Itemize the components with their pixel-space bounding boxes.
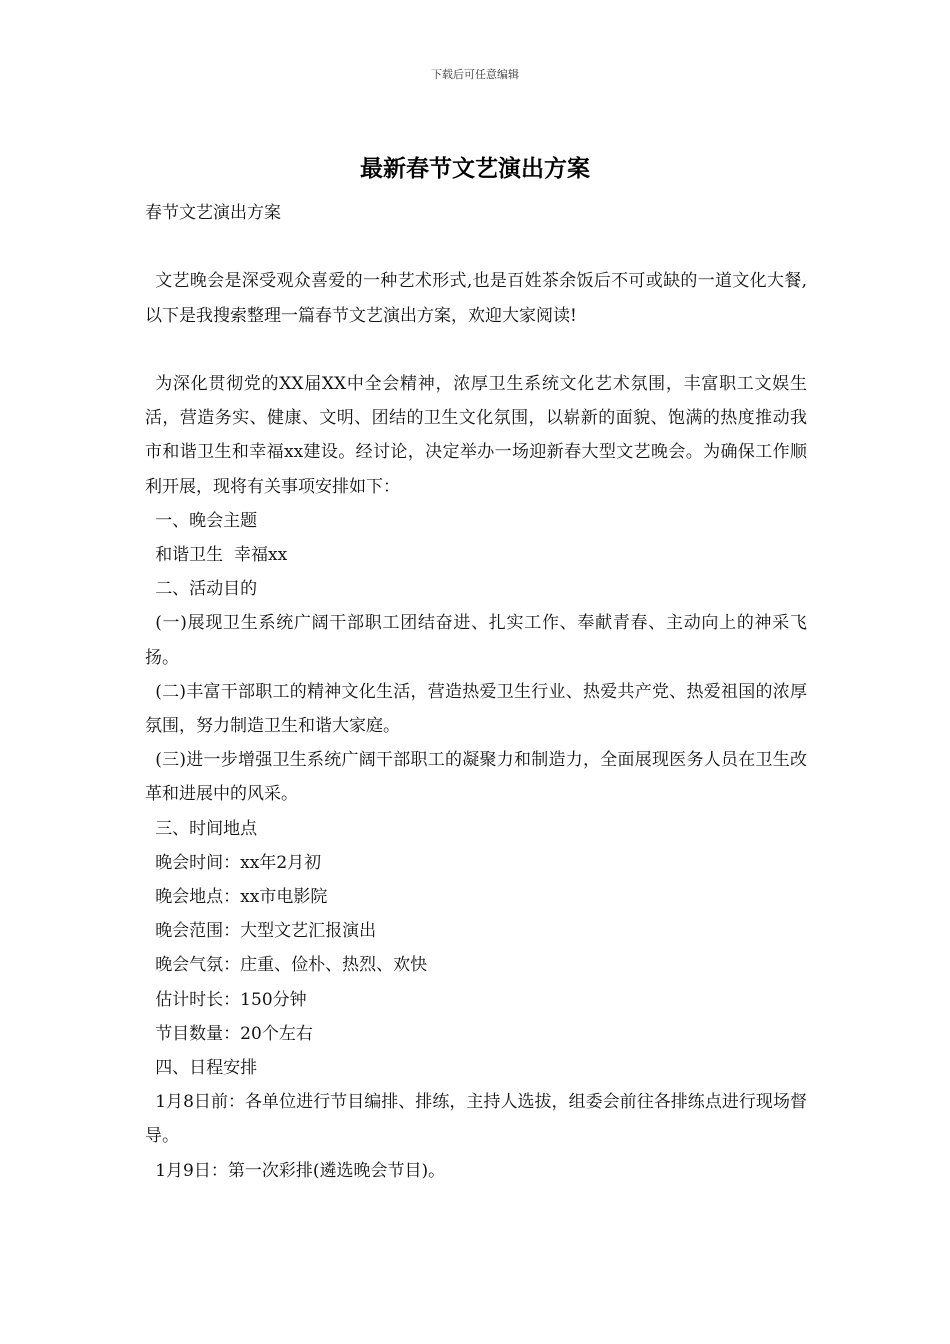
blank-line	[145, 230, 807, 264]
blank-line	[145, 333, 807, 367]
purpose-intro-paragraph: 为深化贯彻党的XX届XX中全会精神，浓厚卫生系统文化艺术氛围，丰富职工文娱生活，营造务实、健康、文明、团结的卫生文化氛围，以崭新的面貌、饱满的热度推动我市和谐卫生和幸福xx建设。经讨论，决定举办一场迎新春大型文艺晚会。为确保工作顺利开展，现将有关事项安排如下：	[145, 373, 807, 497]
schedule-item: 1月9日：第一次彩排(遴选晚会节目)。	[155, 1160, 446, 1181]
time-place-item: 晚会时间：xx年2月初	[155, 852, 322, 873]
section-heading-objectives: 二、活动目的	[155, 579, 258, 600]
time-place-item: 晚会范围：大型文艺汇报演出	[155, 921, 377, 942]
section-heading-time-place: 三、时间地点	[155, 818, 258, 839]
schedule-item: 1月8日前：各单位进行节目编排、排练，主持人选拔，组委会前往各排练点进行现场督导。	[145, 1092, 807, 1147]
document-subtitle: 春节文艺演出方案	[145, 203, 281, 223]
objective-item: (三)进一步增强卫生系统广阔干部职工的凝聚力和制造力，全面展现医务人员在卫生改革和进展中的风采。	[145, 750, 807, 805]
document-body	[145, 196, 807, 1188]
time-place-item: 晚会气氛：庄重、俭朴、热烈、欢快	[155, 955, 428, 976]
objective-item: (二)丰富干部职工的精神文化生活，营造热爱卫生行业、热爱共产党、热爱祖国的浓厚氛围，努力制造卫生和谐大家庭。	[145, 681, 807, 737]
time-place-item: 晚会地点：xx市电影院	[155, 887, 328, 908]
section-heading-schedule: 四、日程安排	[155, 1058, 258, 1079]
theme-text: 和谐卫生 幸福xx	[155, 545, 288, 565]
intro-paragraph: 文艺晚会是深受观众喜爱的一种艺术形式,也是百姓茶余饭后不可或缺的一道文化大餐,以下是我搜索整理一篇春节文艺演出方案，欢迎大家阅读!	[145, 271, 807, 326]
section-heading-theme: 一、晚会主题	[155, 510, 258, 531]
header-note: 下载后可任意编辑	[431, 68, 519, 81]
time-place-item: 估计时长：150分钟	[155, 989, 307, 1010]
document-title: 最新春节文艺演出方案	[360, 155, 590, 182]
objective-item: (一)展现卫生系统广阔干部职工团结奋进、扎实工作、奉献青春、主动向上的神采飞扬。	[145, 613, 807, 668]
time-place-item: 节目数量：20个左右	[155, 1023, 313, 1044]
